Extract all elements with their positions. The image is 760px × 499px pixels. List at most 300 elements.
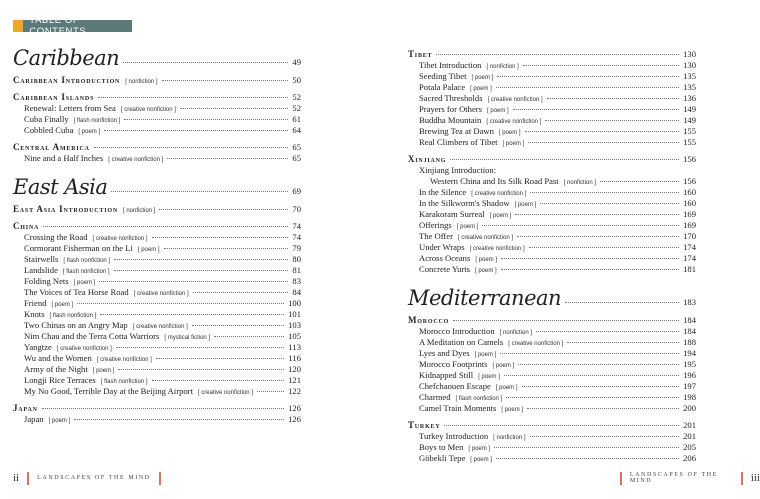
- dot-leader: [436, 54, 679, 55]
- dot-leader: [116, 347, 285, 348]
- toc-entry[interactable]: [408, 198, 696, 209]
- toc-entry[interactable]: [408, 104, 696, 115]
- dot-leader: [522, 386, 680, 387]
- entry-title: Karakoram Surreal: [419, 209, 485, 219]
- dot-leader: [98, 97, 288, 98]
- toc-entry[interactable]: [13, 309, 301, 320]
- entry-page-number: 195: [683, 359, 696, 369]
- entry-genre: [ mystical fiction ]: [164, 333, 210, 344]
- entry-genre: [ nonfiction ]: [493, 433, 525, 444]
- entry-page-number: 197: [683, 381, 696, 391]
- entry-page-number: 184: [683, 326, 696, 336]
- toc-entry[interactable]: [408, 253, 696, 264]
- toc-entry[interactable]: [408, 231, 696, 242]
- entry-page-number: 103: [288, 320, 301, 330]
- entry-page-number: 64: [292, 125, 301, 135]
- dot-leader: [114, 259, 288, 260]
- toc-entry[interactable]: [408, 370, 696, 381]
- entry-genre: [ creative nonfiction ]: [198, 388, 253, 399]
- toc-entry[interactable]: [13, 364, 301, 375]
- entry-title: Morocco Footprints: [419, 359, 488, 369]
- toc-title: TABLE OF CONTENTS: [29, 15, 87, 37]
- entry-page-number: 79: [292, 243, 301, 253]
- toc-entry[interactable]: [408, 176, 696, 187]
- dot-leader: [99, 281, 288, 282]
- entry-page-number: 101: [288, 309, 301, 319]
- entry-genre: [ poem ]: [490, 211, 512, 222]
- dot-leader: [494, 447, 679, 448]
- entry-page-number: 83: [292, 276, 301, 286]
- dot-leader: [530, 436, 680, 437]
- entry-genre: [ poem ]: [503, 139, 525, 150]
- entry-page-number: 74: [292, 232, 301, 242]
- toc-entry[interactable]: [408, 115, 696, 126]
- entry-title: Central America: [13, 142, 90, 152]
- entry-title: Offerings: [419, 220, 452, 230]
- entry-page-number: 200: [683, 403, 696, 413]
- dot-leader: [527, 408, 679, 409]
- entry-page-number: 52: [292, 92, 301, 102]
- entry-page-number: 69: [292, 186, 301, 196]
- entry-title: Caribbean Islands: [13, 92, 95, 102]
- entry-page-number: 206: [683, 453, 696, 463]
- dot-leader: [214, 336, 284, 337]
- entry-title: Two Chinas on an Angry Map: [24, 320, 128, 330]
- dot-leader: [517, 236, 679, 237]
- toc-section[interactable]: [408, 420, 696, 431]
- left-footer: [13, 471, 161, 485]
- dot-leader: [523, 65, 679, 66]
- toc-entry[interactable]: [408, 71, 696, 82]
- entry-page-number: 156: [683, 176, 696, 186]
- dot-leader: [162, 80, 289, 81]
- dot-leader: [540, 203, 679, 204]
- entry-page-number: 149: [683, 104, 696, 114]
- entry-genre: [ creative nonfiction ]: [57, 344, 112, 355]
- footer-divider: [27, 472, 29, 485]
- dot-leader: [156, 358, 285, 359]
- toc-entry[interactable]: [408, 209, 696, 220]
- entry-page-number: 52: [292, 103, 301, 113]
- entry-page-number: 126: [288, 403, 301, 413]
- entry-title: A Meditation on Camels: [419, 337, 504, 347]
- entry-page-number: 181: [683, 264, 696, 274]
- dot-leader: [496, 458, 679, 459]
- entry-title: Wu and the Women: [24, 353, 92, 363]
- entry-genre: [ creative nonfiction ]: [121, 105, 176, 116]
- toc-entry[interactable]: [408, 165, 696, 176]
- entry-page-number: 149: [683, 115, 696, 125]
- entry-title: Potala Palace: [419, 82, 466, 92]
- dot-leader: [528, 142, 679, 143]
- toc-entry[interactable]: [408, 442, 696, 453]
- dot-leader: [513, 109, 679, 110]
- dot-leader: [545, 120, 679, 121]
- entry-genre: [ creative nonfiction ]: [93, 234, 148, 245]
- entry-page-number: 65: [292, 142, 301, 152]
- footer-book-title: LANDSCAPES OF THE MIND: [37, 475, 151, 481]
- entry-genre: [ flash nonfiction ]: [101, 377, 148, 388]
- entry-title: East Asia: [13, 175, 108, 199]
- entry-page-number: 130: [683, 49, 696, 59]
- dot-leader: [74, 419, 284, 420]
- entry-title: Caribbean: [13, 46, 120, 70]
- entry-title: Charmed: [419, 392, 451, 402]
- entry-title: The Offer: [419, 231, 453, 241]
- dot-leader: [152, 380, 285, 381]
- entry-title: Buddha Mountain: [419, 115, 482, 125]
- toc-entry[interactable]: [13, 331, 301, 342]
- dot-leader: [500, 353, 679, 354]
- toc-entry[interactable]: [13, 276, 301, 287]
- entry-page-number: 198: [683, 392, 696, 402]
- toc-entry[interactable]: [13, 103, 301, 114]
- dot-leader: [444, 425, 679, 426]
- entry-genre: [ flash nonfiction ]: [63, 267, 110, 278]
- entry-title: In the Silence: [419, 187, 467, 197]
- entry-genre: [ poem ]: [51, 300, 73, 311]
- entry-genre: [ poem ]: [501, 405, 523, 416]
- entry-genre: [ poem ]: [470, 84, 492, 95]
- entry-title: East Asia Introduction: [13, 204, 118, 214]
- toc-entry[interactable]: [408, 453, 696, 464]
- toc-entry[interactable]: [408, 82, 696, 93]
- entry-title: Turkey: [408, 420, 441, 430]
- entry-page-number: 113: [288, 342, 301, 352]
- entry-genre: [ flash nonfiction ]: [456, 394, 503, 405]
- dot-leader: [167, 158, 288, 159]
- dot-leader: [496, 87, 679, 88]
- entry-title: Turkey Introduction: [419, 431, 489, 441]
- toc-entry[interactable]: [408, 359, 696, 370]
- dot-leader: [77, 303, 284, 304]
- toc-entry[interactable]: [13, 243, 301, 254]
- entry-title: Army of the Night: [24, 364, 88, 374]
- entry-title: Prayers for Others: [419, 104, 483, 114]
- entry-genre: [ poem ]: [475, 350, 497, 361]
- entry-title: Across Oceans: [419, 253, 471, 263]
- toc-section[interactable]: [13, 92, 301, 103]
- entry-genre: [ creative nonfiction ]: [508, 339, 563, 350]
- toc-entry[interactable]: [408, 337, 696, 348]
- entry-page-number: 201: [683, 431, 696, 441]
- entry-genre: [ creative nonfiction ]: [471, 189, 526, 200]
- footer-divider: [620, 472, 622, 485]
- entry-title: Camel Train Moments: [419, 403, 497, 413]
- left-page-number: ii: [13, 472, 20, 484]
- toc-section[interactable]: [13, 403, 301, 414]
- dot-leader: [453, 320, 679, 321]
- dot-leader: [43, 226, 288, 227]
- entry-genre: [ poem ]: [487, 106, 509, 117]
- dot-leader: [42, 408, 284, 409]
- dot-leader: [515, 214, 679, 215]
- entry-genre: [ poem ]: [496, 383, 518, 394]
- dot-leader: [482, 225, 679, 226]
- entry-page-number: 183: [683, 297, 696, 307]
- entry-title: Xinjiang Introduction:: [419, 165, 497, 175]
- dot-leader: [104, 130, 288, 131]
- toc-section[interactable]: [13, 221, 301, 232]
- entry-page-number: 61: [292, 114, 301, 124]
- dot-leader: [192, 325, 284, 326]
- dot-leader: [567, 342, 679, 343]
- entry-genre: [ nonfiction ]: [486, 62, 518, 73]
- entry-genre: [ poem ]: [49, 416, 71, 427]
- entry-genre: [ poem ]: [74, 278, 96, 289]
- entry-title: Folding Nets: [24, 276, 69, 286]
- dot-leader: [124, 119, 288, 120]
- dot-leader: [159, 209, 288, 210]
- entry-genre: [ creative nonfiction ]: [134, 289, 189, 300]
- entry-page-number: 155: [683, 137, 696, 147]
- entry-title: Nim Chau and the Terra Cotta Warriors: [24, 331, 160, 341]
- entry-genre: [ poem ]: [457, 222, 479, 233]
- toc-section[interactable]: [408, 154, 696, 165]
- dot-leader: [530, 192, 679, 193]
- toc-entry[interactable]: [13, 342, 301, 353]
- entry-page-number: 105: [288, 331, 301, 341]
- dot-leader: [525, 131, 680, 132]
- entry-title: China: [13, 221, 40, 231]
- entry-page-number: 169: [683, 209, 696, 219]
- dot-leader: [529, 247, 679, 248]
- entry-page-number: 84: [292, 287, 301, 297]
- entry-genre: [ creative nonfiction ]: [470, 244, 525, 255]
- entry-title: The Voices of Tea Horse Road: [24, 287, 129, 297]
- entry-page-number: 121: [288, 375, 301, 385]
- entry-page-number: 81: [292, 265, 301, 275]
- entry-title: Western China and Its Silk Road Past: [430, 176, 559, 186]
- entry-page-number: 135: [683, 82, 696, 92]
- entry-title: Göbekli Tepe: [419, 453, 466, 463]
- toc-entry[interactable]: [408, 403, 696, 414]
- toc-entry[interactable]: [13, 414, 301, 425]
- entry-title: Stairwells: [24, 254, 59, 264]
- toc-section[interactable]: [13, 75, 301, 86]
- toc-entry[interactable]: [13, 386, 301, 397]
- dot-leader: [565, 302, 679, 303]
- toc-section[interactable]: [408, 315, 696, 326]
- entry-genre: [ poem ]: [468, 444, 490, 455]
- dot-leader: [180, 108, 288, 109]
- toc-entry[interactable]: [13, 153, 301, 164]
- entry-page-number: 160: [683, 198, 696, 208]
- toc-entry[interactable]: [408, 60, 696, 71]
- entry-genre: [ flash nonfiction ]: [63, 256, 110, 267]
- entry-page-number: 80: [292, 254, 301, 264]
- entry-genre: [ poem ]: [138, 245, 160, 256]
- toc-section[interactable]: [408, 49, 696, 60]
- entry-genre: [ creative nonfiction ]: [488, 95, 543, 106]
- entry-page-number: 130: [683, 60, 696, 70]
- toc-entry[interactable]: [408, 392, 696, 403]
- entry-title: Cormorant Fisherman on the Li: [24, 243, 133, 253]
- dot-leader: [164, 248, 289, 249]
- entry-title: Mediterranean: [408, 286, 562, 310]
- entry-page-number: 169: [683, 220, 696, 230]
- toc-entry[interactable]: [13, 320, 301, 331]
- entry-page-number: 184: [683, 315, 696, 325]
- entry-title: Chefchaouen Escape: [419, 381, 491, 391]
- entry-title: Kidnapped Still: [419, 370, 474, 380]
- toc-entry[interactable]: [408, 326, 696, 337]
- left-page-toc: [13, 0, 301, 425]
- entry-genre: [ poem ]: [78, 127, 100, 138]
- entry-title: Lyes and Dyes: [419, 348, 470, 358]
- dot-leader: [497, 76, 679, 77]
- entry-title: Yangtze: [24, 342, 52, 352]
- dot-leader: [600, 181, 679, 182]
- toc-entry[interactable]: [13, 375, 301, 386]
- toc-entry[interactable]: [408, 264, 696, 275]
- dot-leader: [123, 62, 288, 63]
- entry-page-number: 194: [683, 348, 696, 358]
- entry-genre: [ nonfiction ]: [500, 328, 532, 339]
- entry-title: Landslide: [24, 265, 58, 275]
- entry-title: Crossing the Road: [24, 232, 88, 242]
- entry-genre: [ nonfiction ]: [123, 206, 155, 217]
- entry-genre: [ nonfiction ]: [564, 178, 596, 189]
- entry-genre: [ poem ]: [499, 128, 521, 139]
- toc-entry[interactable]: [408, 187, 696, 198]
- toc-entry[interactable]: [408, 242, 696, 253]
- entry-genre: [ poem ]: [475, 266, 497, 277]
- dot-leader: [547, 98, 679, 99]
- dot-leader: [94, 147, 289, 148]
- entry-genre: [ poem ]: [493, 361, 515, 372]
- entry-page-number: 74: [292, 221, 301, 231]
- entry-title: Sacred Thresholds: [419, 93, 483, 103]
- entry-title: Under Wraps: [419, 242, 465, 252]
- toc-region[interactable]: [13, 174, 301, 201]
- entry-page-number: 170: [683, 231, 696, 241]
- entry-genre: [ poem ]: [478, 372, 500, 383]
- toc-entry[interactable]: [13, 353, 301, 364]
- dot-leader: [501, 269, 679, 270]
- entry-genre: [ flash nonfiction ]: [74, 116, 121, 127]
- entry-title: Tibet Introduction: [419, 60, 482, 70]
- toc-entry[interactable]: [13, 287, 301, 298]
- dot-leader: [114, 270, 289, 271]
- toc-entry[interactable]: [408, 381, 696, 392]
- entry-genre: [ poem ]: [472, 73, 494, 84]
- toc-section[interactable]: [13, 204, 301, 215]
- entry-page-number: 205: [683, 442, 696, 452]
- entry-page-number: 196: [683, 370, 696, 380]
- entry-title: In the Silkworm's Shadow: [419, 198, 510, 208]
- entry-page-number: 122: [288, 386, 301, 396]
- entry-genre: [ poem ]: [475, 255, 497, 266]
- entry-page-number: 100: [288, 298, 301, 308]
- right-footer: [620, 471, 760, 485]
- dot-leader: [504, 375, 679, 376]
- dot-leader: [536, 331, 679, 332]
- entry-title: Renewal: Letters from Sea: [24, 103, 116, 113]
- entry-genre: [ flash nonfiction ]: [50, 311, 97, 322]
- entry-title: Morocco Introduction: [419, 326, 495, 336]
- entry-title: Friend: [24, 298, 47, 308]
- right-page-number: iii: [750, 472, 760, 484]
- toc-entry[interactable]: [408, 431, 696, 442]
- toc-entry[interactable]: [13, 265, 301, 276]
- footer-divider: [159, 472, 161, 485]
- entry-title: Japan: [24, 414, 44, 424]
- toc-entry[interactable]: [408, 126, 696, 137]
- entry-genre: [ creative nonfiction ]: [133, 322, 188, 333]
- toc-region[interactable]: [13, 45, 301, 72]
- entry-title: Tibet: [408, 49, 433, 59]
- entry-title: Morocco: [408, 315, 450, 325]
- dot-leader: [193, 292, 289, 293]
- dot-leader: [450, 159, 679, 160]
- entry-page-number: 126: [288, 414, 301, 424]
- entry-genre: [ creative nonfiction ]: [97, 355, 152, 366]
- entry-page-number: 160: [683, 187, 696, 197]
- entry-genre: [ creative nonfiction ]: [108, 155, 163, 166]
- dot-leader: [100, 314, 284, 315]
- entry-title: Brewing Tea at Dawn: [419, 126, 494, 136]
- entry-title: Xinjiang: [408, 154, 447, 164]
- entry-title: Caribbean Introduction: [13, 75, 121, 85]
- entry-page-number: 174: [683, 253, 696, 263]
- entry-page-number: 155: [683, 126, 696, 136]
- dot-leader: [152, 237, 289, 238]
- dot-leader: [501, 258, 679, 259]
- right-page-toc: [408, 0, 696, 464]
- toc-entry[interactable]: [13, 125, 301, 136]
- entry-title: Cobbled Cuba: [24, 125, 74, 135]
- entry-genre: [ poem ]: [515, 200, 537, 211]
- entry-genre: [ creative nonfiction ]: [486, 117, 541, 128]
- entry-page-number: 201: [683, 420, 696, 430]
- entry-page-number: 174: [683, 242, 696, 252]
- entry-page-number: 65: [292, 153, 301, 163]
- entry-title: Concrete Yurts: [419, 264, 470, 274]
- toc-entry[interactable]: [408, 93, 696, 104]
- entry-page-number: 49: [292, 57, 301, 67]
- toc-entry[interactable]: [408, 137, 696, 148]
- entry-title: Knots: [24, 309, 45, 319]
- toc-section[interactable]: [13, 142, 301, 153]
- entry-page-number: 188: [683, 337, 696, 347]
- entry-genre: [ poem ]: [470, 455, 492, 466]
- entry-title: Longji Rice Terraces: [24, 375, 96, 385]
- toc-entry[interactable]: [408, 220, 696, 231]
- entry-genre: [ creative nonfiction ]: [458, 233, 513, 244]
- entry-title: Boys to Men: [419, 442, 464, 452]
- dot-leader: [111, 191, 288, 192]
- entry-title: Seeding Tibet: [419, 71, 467, 81]
- dot-leader: [118, 369, 284, 370]
- entry-page-number: 135: [683, 71, 696, 81]
- entry-title: Cuba Finally: [24, 114, 69, 124]
- entry-page-number: 116: [288, 353, 301, 363]
- entry-page-number: 70: [292, 204, 301, 214]
- footer-book-title: LANDSCAPES OF THE MIND: [629, 472, 718, 484]
- entry-page-number: 120: [288, 364, 301, 374]
- entry-title: My No Good, Terrible Day at the Beijing Airport: [24, 386, 193, 396]
- dot-leader: [257, 391, 284, 392]
- toc-region[interactable]: [408, 285, 696, 312]
- entry-genre: [ nonfiction ]: [125, 77, 157, 88]
- entry-page-number: 156: [683, 154, 696, 164]
- entry-page-number: 136: [683, 93, 696, 103]
- entry-title: Real Climbers of Tibet: [419, 137, 498, 147]
- dot-leader: [506, 397, 679, 398]
- entry-title: Japan: [13, 403, 38, 413]
- toc-entry[interactable]: [13, 232, 301, 243]
